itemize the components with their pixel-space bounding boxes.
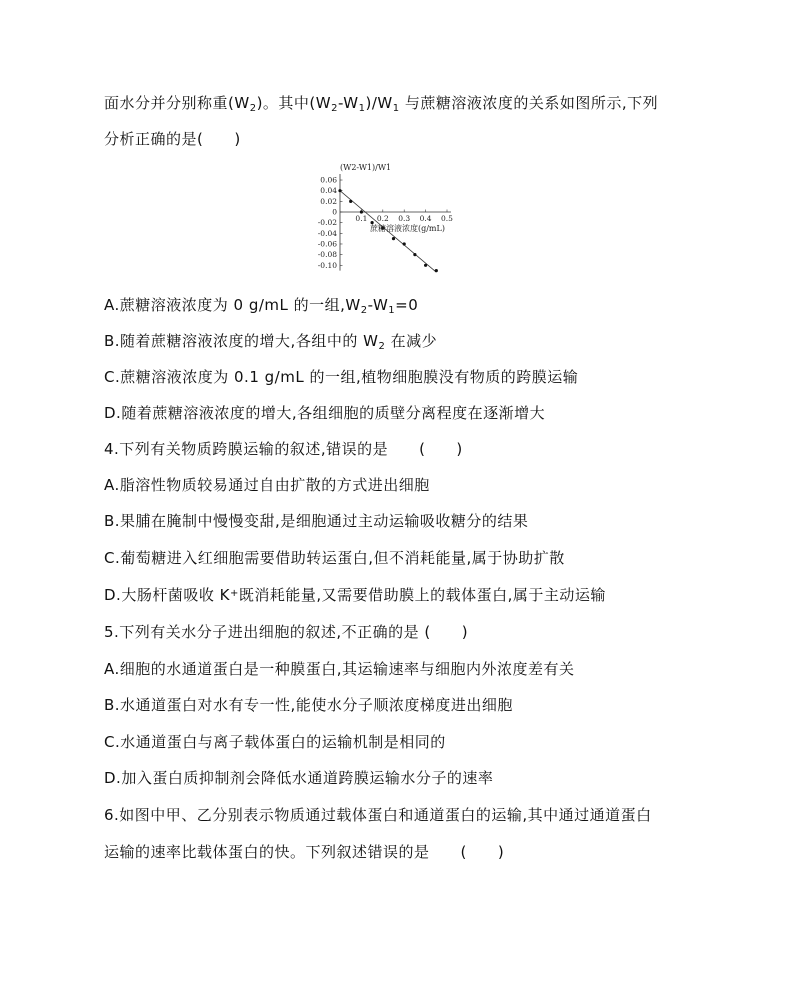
x-tick-label: 0.1 (355, 214, 368, 223)
q5-option-c: C.水通道蛋白与离子载体蛋白的运输机制是相同的 (104, 733, 446, 751)
data-point (435, 269, 438, 272)
chart-ticks (318, 176, 453, 270)
data-point (392, 237, 395, 240)
x-tick-label: 0.5 (441, 214, 453, 223)
q4-stem: 4.下列有关物质跨膜运输的叙述,错误的是 ( ) (104, 440, 463, 458)
x-tick-label: 0.2 (376, 214, 389, 223)
q4-option-b: B.果脯在腌制中慢慢变甜,是细胞通过主动运输吸收糖分的结果 (104, 512, 529, 530)
y-tick-label: 0.02 (320, 196, 337, 206)
chart-ylabel: (W2-W1)/W1 (340, 163, 392, 172)
y-tick-label: 0 (332, 207, 337, 217)
q4-option-d: D.大肠杆菌吸收 K+既消耗能量,又需要借助膜上的载体蛋白,属于主动运输 (104, 586, 606, 604)
q4-option-c: C.葡萄糖进入红细胞需要借助转运蛋白,但不消耗能量,属于协助扩散 (104, 549, 565, 567)
q3-option-d: D.随着蔗糖溶液浓度的增大,各组细胞的质壁分离程度在逐渐增大 (104, 404, 546, 422)
y-tick-label: -0.08 (317, 250, 337, 260)
q3-option-b: B.随着蔗糖溶液浓度的增大,各组中的 $W_2$ 在减少 (104, 332, 438, 352)
intro-line-2: 分析正确的是( ) (104, 130, 241, 148)
q4-option-a: A.脂溶性物质较易通过自由扩散的方式进出细胞 (104, 476, 430, 494)
scatter-chart (300, 156, 500, 280)
q5-option-a: A.细胞的水通道蛋白是一种膜蛋白,其运输速率与细胞内外浓度差有关 (104, 660, 575, 678)
data-point (403, 242, 406, 245)
y-tick-label: 0.06 (320, 175, 337, 185)
q5-option-d: D.加入蛋白质抑制剂会降低水通道跨膜运输水分子的速率 (104, 769, 494, 787)
x-tick-label: 0.3 (398, 214, 411, 223)
y-tick-label: -0.06 (317, 239, 337, 249)
y-tick-label: -0.04 (317, 228, 337, 238)
y-tick-label: 0.04 (320, 186, 337, 196)
data-point (424, 264, 427, 267)
q5-stem: 5.下列有关水分子进出细胞的叙述,不正确的是 ( ) (104, 623, 469, 641)
data-point (338, 189, 341, 192)
y-tick-label: -0.10 (317, 260, 337, 270)
q6-stem-line-1: 6.如图中甲、乙分别表示物质通过载体蛋白和通道蛋白的运输,其中通过通道蛋白 (104, 806, 652, 824)
data-point (360, 210, 363, 213)
q5-option-b: B.水通道蛋白对水有专一性,能使水分子顺浓度梯度进出细胞 (104, 696, 513, 714)
x-tick-label: 0.4 (419, 214, 432, 223)
chart-xlabel: 蔗糖溶液浓度(g/mL) (370, 224, 445, 233)
data-point (349, 200, 352, 203)
q3-option-c: C.蔗糖溶液浓度为 0.1 g/mL 的一组,植物细胞膜没有物质的跨膜运输 (104, 368, 579, 386)
y-tick-label: -0.02 (317, 218, 337, 228)
q3-option-a: A.蔗糖溶液浓度为 0 g/mL 的一组$,W_2-W_1=0$ (104, 296, 419, 316)
q6-stem-line-2: 运输的速率比载体蛋白的快。下列叙述错误的是 ( ) (104, 843, 505, 861)
intro-line-1: 面水分并分别称重$(W_2)$。其中$(W_2-W_1)/W_1$ 与蔗糖溶液浓度的关系如图所示,下列 (104, 94, 659, 114)
data-point (413, 253, 416, 256)
